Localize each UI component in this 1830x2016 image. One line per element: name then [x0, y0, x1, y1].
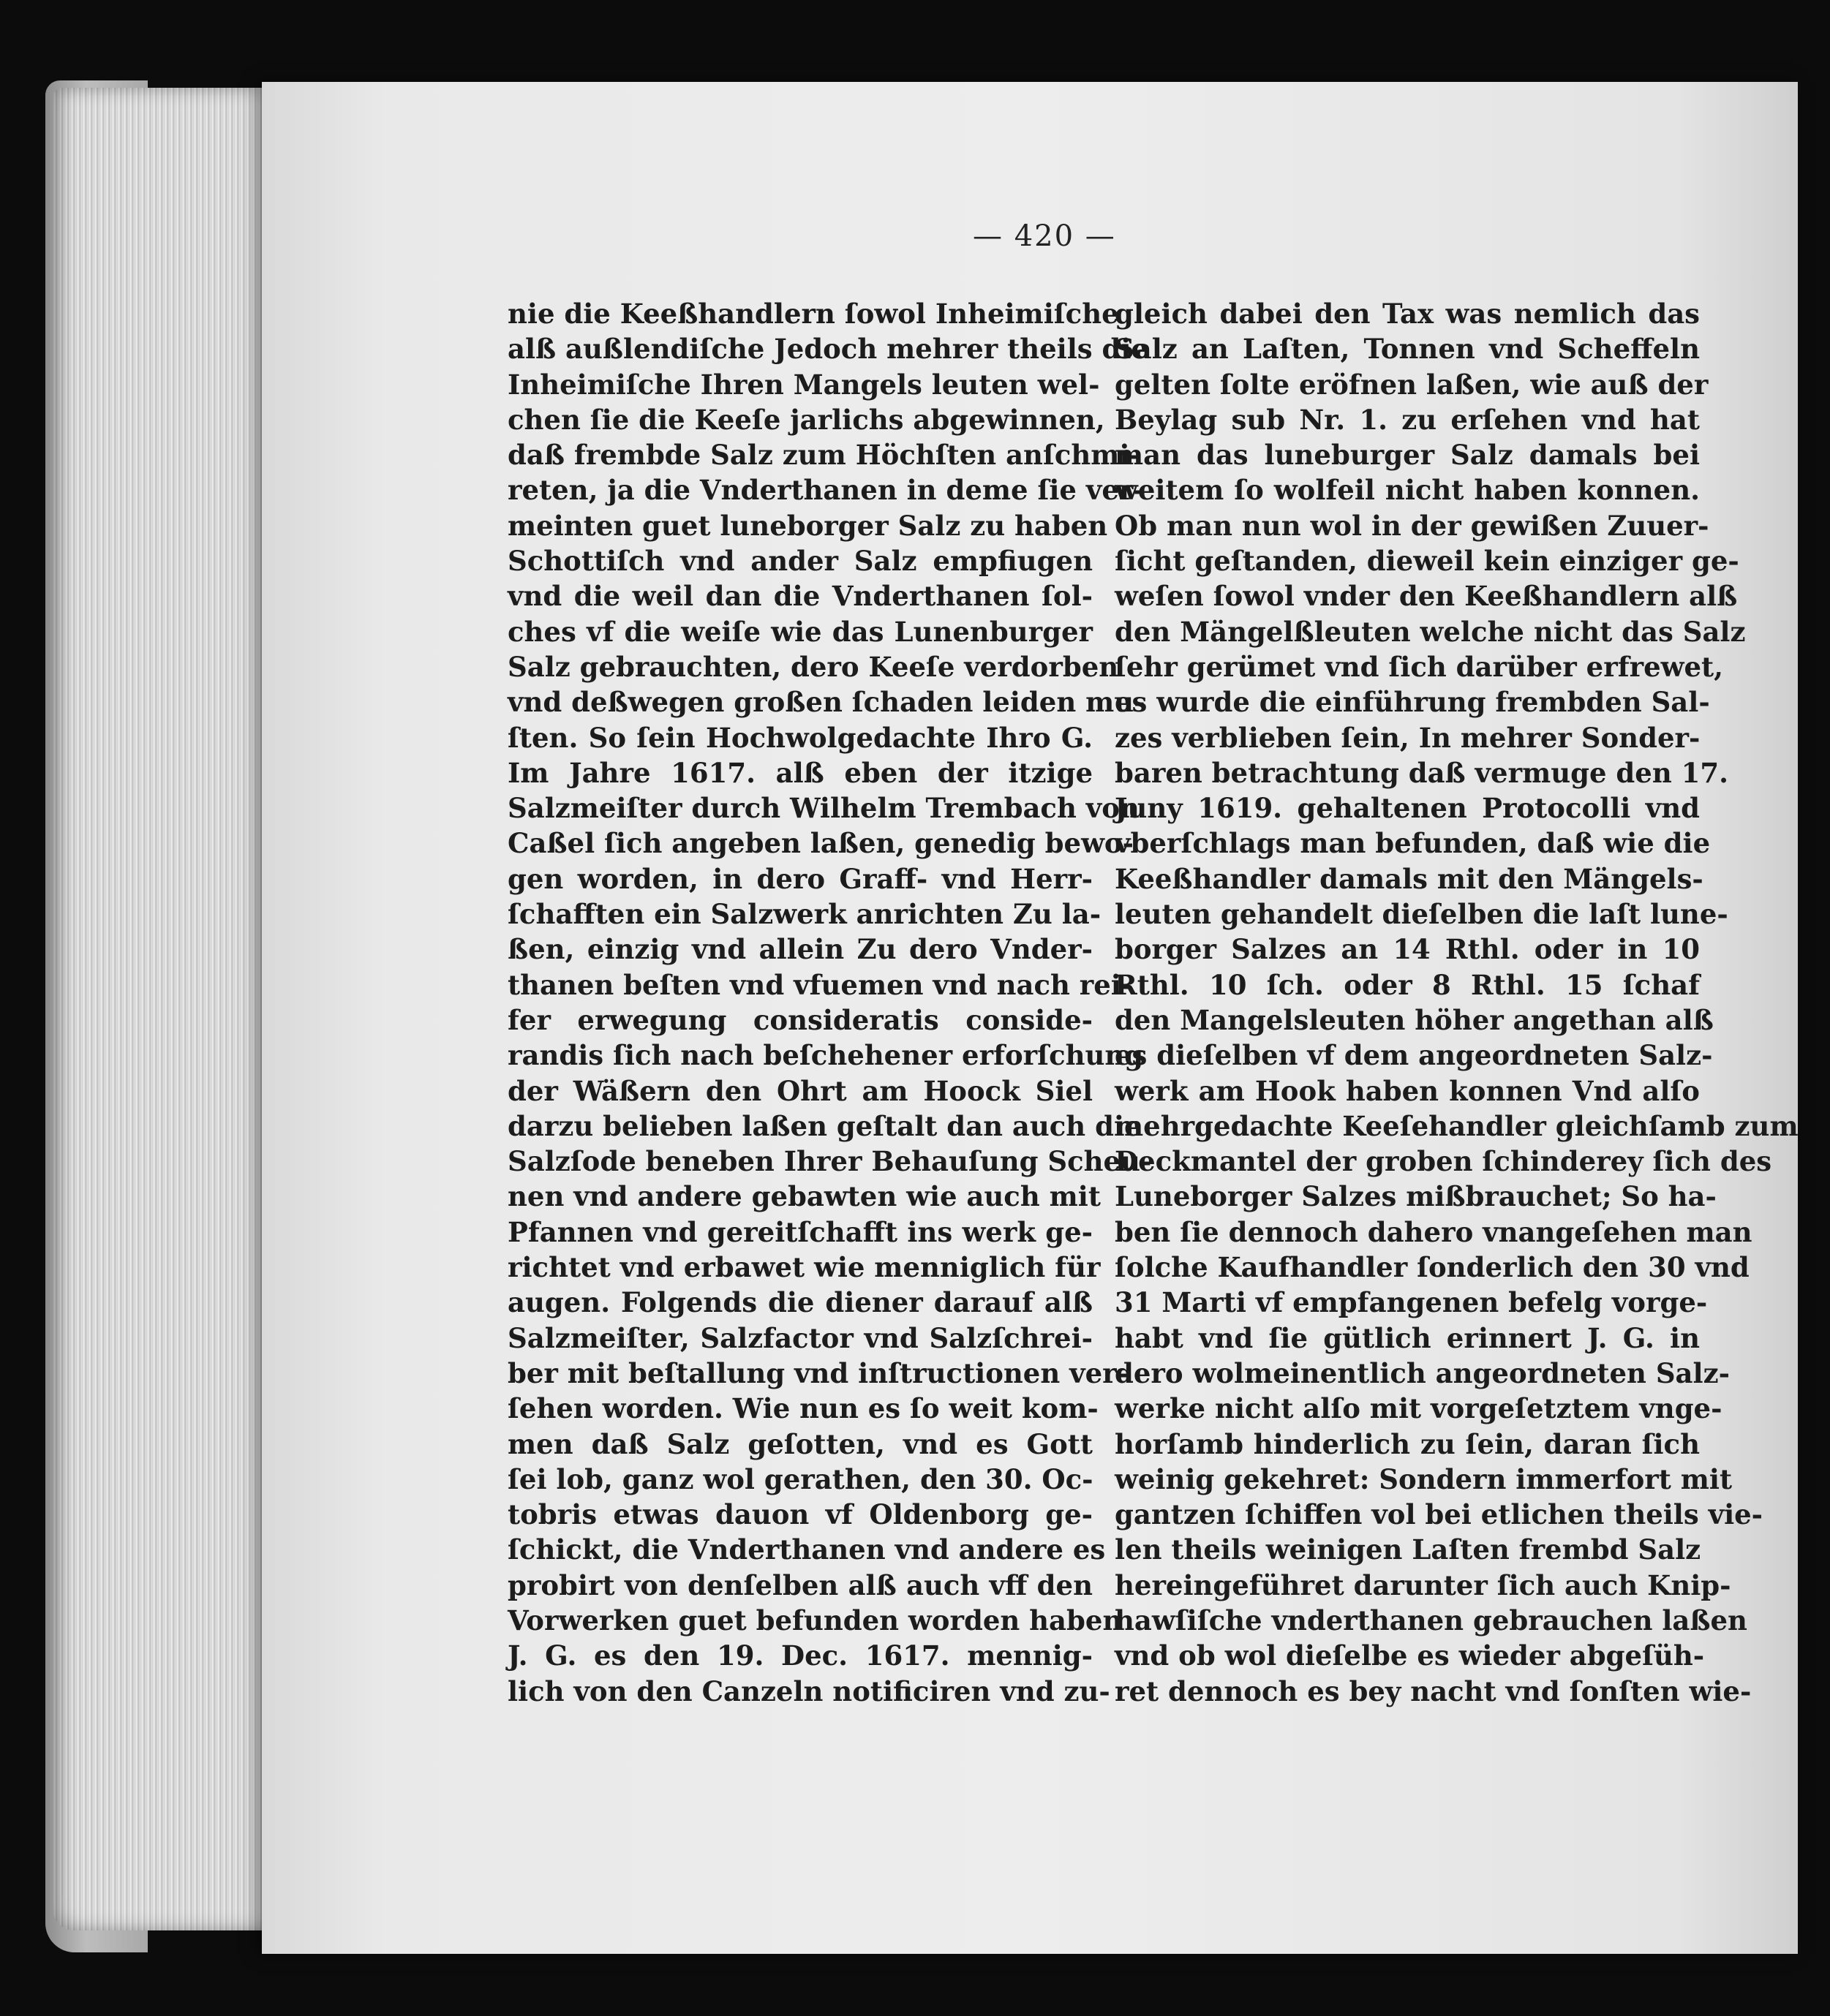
text-line: Rthl. 10 ſch. oder 8 Rthl. 15 ſchaf — [1115, 968, 1700, 1001]
text-line: ſehen worden. Wie nun es ſo weit kom- — [508, 1392, 1099, 1425]
text-line: ret dennoch es bey nacht vnd ſonſten wie- — [1115, 1675, 1752, 1707]
text-line: weitem ſo wolfeil nicht haben konnen. — [1115, 474, 1700, 507]
text-line: Luneborger Salzes mißbrauchet; So ha- — [1115, 1180, 1717, 1213]
text-line: alß außlendiſche Jedoch mehrer theils die — [508, 333, 1148, 366]
text-line: ſolche Kaufhandler ſonderlich den 30 vnd — [1115, 1251, 1750, 1284]
text-line: tobris etwas dauon vf Oldenborg ge- — [508, 1498, 1093, 1531]
text-line: ches vf die weiſe wie das Lunenburger — [508, 615, 1093, 648]
text-line: man das luneburger Salz damals bei — [1115, 439, 1700, 472]
text-line: men daß Salz geſotten, vnd es Gott — [508, 1427, 1093, 1460]
text-line: Salz an Laſten, Tonnen vnd Scheffeln — [1115, 333, 1700, 366]
text-line: Keeßhandler damals mit den Mängels- — [1115, 862, 1703, 895]
text-line: Juny 1619. gehaltenen Protocolli vnd — [1115, 792, 1700, 825]
text-line: randis ſich nach beſchehener erforſchung — [508, 1039, 1144, 1072]
text-line: vnd die weil dan die Vnderthanen ſol- — [508, 580, 1093, 613]
text-line: ſchafften ein Salzwerk anrichten Zu la- — [508, 898, 1102, 931]
text-line: ben ſie dennoch dahero vnangeſehen man — [1115, 1215, 1752, 1248]
text-line: ſehr gerümet vnd ſich darüber erfrewet, — [1115, 650, 1724, 683]
text-column-right — [1115, 296, 1799, 1709]
text-line: richtet vnd erbawet wie menniglich für — [508, 1251, 1101, 1284]
text-line: Salz gebrauchten, dero Keeſe verdorben — [508, 650, 1119, 683]
text-line: Im Jahre 1617. alß eben der itzige — [508, 756, 1093, 789]
text-line: gelten ſolte eröfnen laßen, wie auß der — [1115, 368, 1709, 401]
page-number: — 420 — — [973, 219, 1116, 253]
text-line: Salzmeiſter, Salzfactor vnd Salzſchrei- — [508, 1321, 1093, 1354]
text-line: daß frembde Salz zum Höchſten anſchmi- — [508, 439, 1141, 472]
text-line: baren betrachtung daß vermuge den 17. — [1115, 756, 1728, 789]
text-line: Salzſode beneben Ihrer Behauſung Scheu- — [508, 1145, 1152, 1178]
text-line: weinig gekehret: Sondern immerfort mit — [1115, 1462, 1733, 1495]
text-line: werke nicht alſo mit vorgeſetztem vnge- — [1115, 1392, 1722, 1425]
text-line: ſicht geſtanden, dieweil kein einziger ge- — [1115, 545, 1739, 578]
text-line: leuten gehandelt dieſelben die laſt lune- — [1115, 898, 1728, 931]
text-line: ſten. So ſein Hochwolgedachte Ihro G. — [508, 721, 1093, 754]
text-line: habt vnd ſie gütlich erinnert J. G. in — [1115, 1321, 1700, 1354]
text-line: zes verblieben ſein, In mehrer Sonder- — [1115, 721, 1701, 754]
text-line: weſen ſowol vnder den Keeßhandlern alß — [1115, 580, 1738, 613]
text-line: den Mängelßleuten welche nicht das Salz — [1115, 615, 1746, 648]
text-line: vberſchlags man befunden, daß wie die — [1115, 827, 1711, 860]
text-line: dero wolmeinentlich angeordneten Salz- — [1115, 1356, 1730, 1389]
text-line: Deckmantel der groben ſchinderey ſich des — [1115, 1145, 1772, 1178]
text-line: chen ſie die Keeſe jarlichs abgewinnen, — [508, 403, 1105, 436]
text-line: augen. Folgends die diener darauf alß — [508, 1286, 1093, 1319]
text-line: ßen, einzig vnd allein Zu dero Vnder- — [508, 933, 1093, 966]
text-line: mehrgedachte Keeſehandler gleichſamb zum — [1115, 1109, 1799, 1142]
text-line: der Wäßern den Ohrt am Hoock Siel — [508, 1074, 1093, 1107]
text-column-left — [508, 296, 1152, 1709]
text-line: Caßel ſich angeben laßen, genedig bewo- — [508, 827, 1134, 860]
text-line: probirt von denſelben alß auch vff den — [508, 1568, 1093, 1601]
text-line: Vorwerken guet befunden worden haben — [508, 1604, 1123, 1636]
text-line: gantzen ſchiffen vol bei etlichen theils vie- — [1115, 1498, 1763, 1531]
text-line: fer erwegung consideratis conside- — [508, 1003, 1093, 1036]
text-line: Schottiſch vnd ander Salz empfiugen — [508, 545, 1093, 578]
text-line: nen vnd andere gebawten wie auch mit — [508, 1180, 1101, 1213]
text-line: reten, ja die Vnderthanen in deme ſie ver- — [508, 474, 1145, 507]
text-line: borger Salzes an 14 Rthl. oder in 10 — [1115, 933, 1700, 966]
text-line: ſei lob, ganz wol gerathen, den 30. Oc- — [508, 1462, 1093, 1495]
text-line: werk am Hook haben konnen Vnd alſo — [1115, 1074, 1700, 1107]
text-line: vnd ob wol dieſelbe es wieder abgeſüh- — [1115, 1639, 1705, 1672]
text-line: Beylag sub Nr. 1. zu erſehen vnd hat — [1115, 403, 1700, 436]
text-line: darzu belieben laßen geſtalt dan auch die — [508, 1109, 1142, 1142]
text-line: Pfannen vnd gereitſchafft ins werk ge- — [508, 1215, 1093, 1248]
text-line: 31 Marti vf empfangenen befelg vorge- — [1115, 1286, 1708, 1319]
text-line: nie die Keeßhandlern ſowol Inheimiſche — [508, 298, 1119, 330]
page-stack-edges — [53, 88, 272, 1930]
text-line: hawſiſche vnderthanen gebrauchen laßen — [1115, 1604, 1747, 1636]
text-line: lich von den Canzeln notificiren vnd zu- — [508, 1675, 1110, 1707]
text-line: meinten guet luneborger Salz zu haben — [508, 509, 1108, 542]
text-line: ber mit beſtallung vnd inſtructionen ver- — [508, 1356, 1129, 1389]
text-line: ſchickt, die Vnderthanen vnd andere es — [508, 1533, 1106, 1566]
text-line: Salzmeiſter durch Wilhelm Trembach von — [508, 792, 1140, 825]
text-line: vnd deßwegen großen ſchaden leiden mu- — [508, 686, 1145, 719]
text-line: hereingeführet darunter ſich auch Knip- — [1115, 1568, 1731, 1601]
text-line: es dieſelben vf dem angeordneten Salz- — [1115, 1039, 1713, 1072]
text-line: J. G. es den 19. Dec. 1617. mennig- — [508, 1639, 1093, 1672]
text-line: Inheimiſche Ihren Mangels leuten wel- — [508, 368, 1100, 401]
text-line: es wurde die einführung frembden Sal- — [1115, 686, 1710, 719]
text-line: Ob man nun wol in der gewißen Zuuer- — [1115, 509, 1709, 542]
text-line: den Mangelsleuten höher angethan alß — [1115, 1003, 1714, 1036]
text-line: horſamb hinderlich zu ſein, daran ſich — [1115, 1427, 1700, 1460]
text-line: gleich dabei den Tax was nemlich das — [1115, 298, 1700, 330]
text-line: len theils weinigen Laſten frembd Salz — [1115, 1533, 1701, 1566]
text-line: thanen beſten vnd vfuemen vnd nach rei- — [508, 968, 1133, 1001]
text-line: gen worden, in dero Graff- vnd Herr- — [508, 862, 1093, 895]
